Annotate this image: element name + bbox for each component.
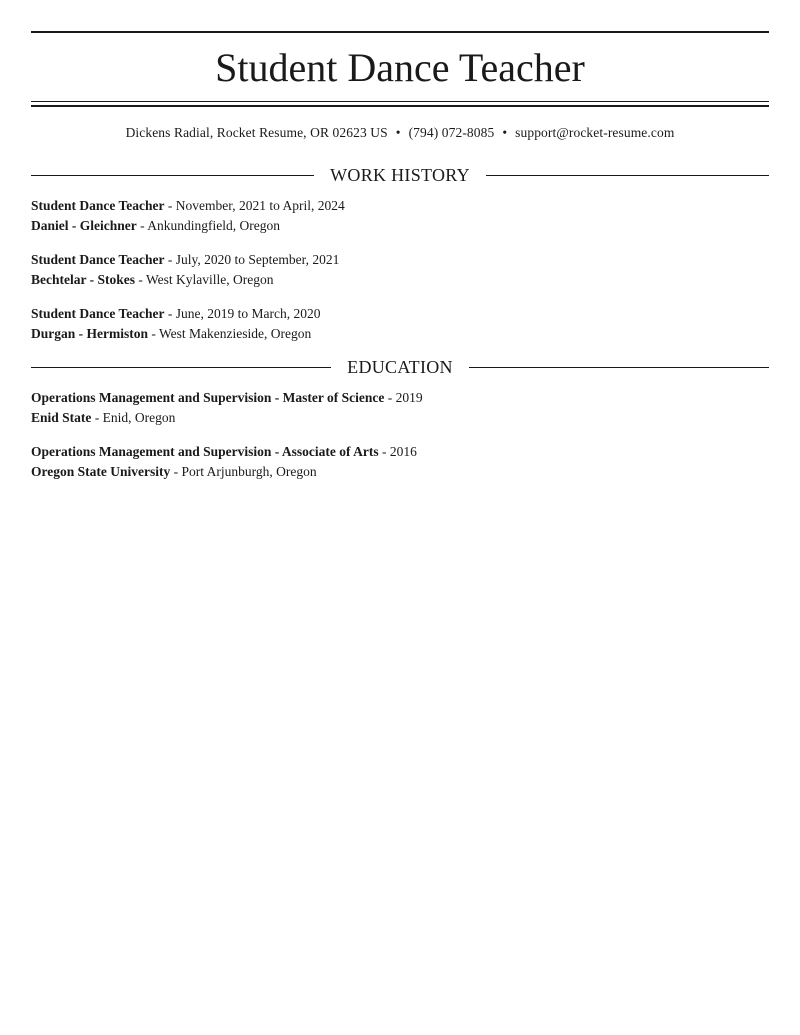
- section-rule-right: [486, 175, 769, 176]
- section-rule-left: [31, 175, 314, 176]
- work-dates: November, 2021 to April, 2024: [175, 198, 345, 213]
- contact-separator: •: [502, 125, 508, 140]
- education-location: Port Arjunburgh, Oregon: [181, 463, 317, 479]
- work-role: Student Dance Teacher: [31, 306, 165, 321]
- education-school: Enid State: [31, 409, 92, 425]
- education-degree: Operations Management and Supervision - Master of Science: [31, 390, 385, 405]
- education-heading: [31, 356, 769, 378]
- work-history-heading: [31, 164, 769, 186]
- work-dates: June, 2019 to March, 2020: [175, 306, 321, 321]
- resume-name: Student Dance Teacher: [215, 45, 585, 90]
- education-school: Oregon State University: [31, 463, 171, 479]
- education-entry: Operations Management and Supervision - Master of Science - 2019 Enid State - Enid, Oregon: [31, 390, 423, 425]
- work-employer: Daniel - Gleichner: [31, 217, 137, 233]
- education-entry: Operations Management and Supervision - Associate of Arts - 2016 Oregon State University - Port Arjunburgh, Oregon: [31, 444, 417, 479]
- contact-separator: •: [395, 125, 401, 140]
- work-entry: Student Dance Teacher - November, 2021 to April, 2024 Daniel - Gleichner - Ankundingfield, Oregon: [31, 198, 345, 233]
- contact-address: Dickens Radial, Rocket Resume, OR 02623 US: [125, 125, 388, 140]
- work-role: Student Dance Teacher: [31, 252, 165, 267]
- work-location: West Kylaville, Oregon: [146, 271, 274, 287]
- education-year: 2016: [389, 444, 417, 459]
- education-location: Enid, Oregon: [102, 409, 176, 425]
- education-title: EDUCATION: [347, 357, 453, 377]
- section-rule-right: [469, 367, 769, 368]
- education-year: 2019: [395, 390, 423, 405]
- work-location: Ankundingfield, Oregon: [147, 217, 280, 233]
- work-role: Student Dance Teacher: [31, 198, 165, 213]
- work-history-title: WORK HISTORY: [330, 165, 470, 185]
- section-rule-left: [31, 367, 331, 368]
- education-degree: Operations Management and Supervision - Associate of Arts: [31, 444, 379, 459]
- header-rule-thin: [31, 101, 769, 102]
- work-employer: Durgan - Hermiston: [31, 325, 148, 341]
- top-rule: [31, 31, 769, 33]
- contact-email: support@rocket-resume.com: [515, 125, 675, 140]
- work-dates: July, 2020 to September, 2021: [175, 252, 340, 267]
- work-location: West Makenzieside, Oregon: [159, 325, 312, 341]
- work-entry: Student Dance Teacher - July, 2020 to September, 2021 Bechtelar - Stokes - West Kylaville, Oregon: [31, 252, 340, 287]
- contact-phone: (794) 072-8085: [408, 125, 495, 140]
- work-entry: Student Dance Teacher - June, 2019 to March, 2020 Durgan - Hermiston - West Makenzieside, Oregon: [31, 306, 321, 341]
- contact-line: [0, 124, 800, 142]
- header-rule-thick: [31, 105, 769, 107]
- work-employer: Bechtelar - Stokes: [31, 271, 135, 287]
